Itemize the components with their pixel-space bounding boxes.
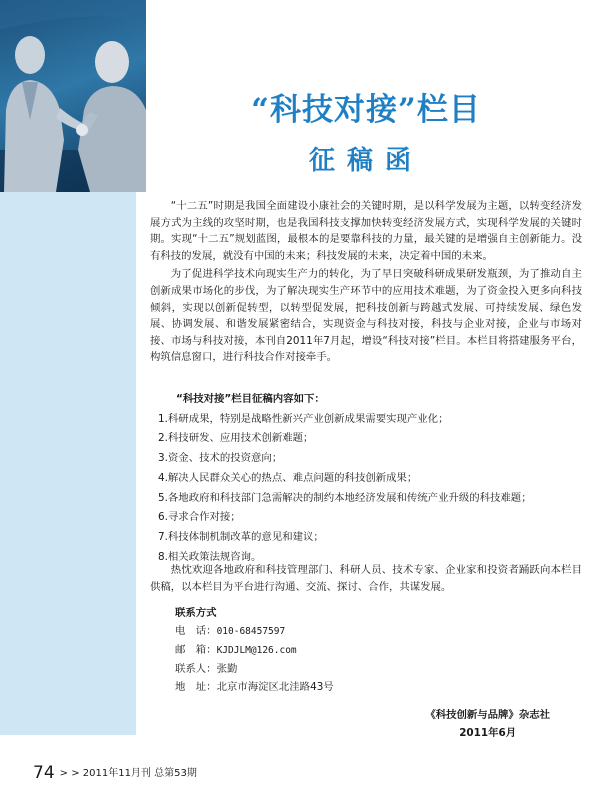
list-item: 1.科研成果，特别是战略性新兴产业创新成果需要实现产业化；	[158, 412, 449, 425]
handshake-illustration	[0, 0, 146, 192]
list-item: 7.科技体制机制改革的意见和建议；	[158, 530, 324, 543]
contact-address: 北京市海淀区北洼路43号	[216, 681, 334, 693]
contact-address-row	[175, 678, 334, 696]
contact-phone-row	[175, 622, 334, 641]
signature-date: 2011年6月	[459, 727, 517, 739]
email-label: 邮 箱：	[175, 644, 217, 656]
page-title: “科技对接”栏目	[251, 92, 481, 128]
phone-number: 010-68457597	[216, 626, 286, 637]
contact-person-row	[175, 660, 334, 678]
contact-heading: 联系方式	[175, 607, 217, 619]
contact-email-row	[175, 641, 334, 660]
phone-label: 电 话：	[175, 625, 217, 637]
signature-block	[425, 706, 550, 742]
list-item: 3.资金、技术的投资意向；	[158, 452, 283, 465]
signature-org: 《科技创新与品牌》杂志社	[425, 709, 550, 721]
list-item: 2.科技研发、应用技术创新难题；	[158, 432, 314, 445]
list-item: 5.各地政府和科技部门急需解决的制约本地经济发展和传统产业升级的科技难题；	[158, 491, 532, 504]
list-item: 4.解决人民群众关心的热点、难点问题的科技创新成果；	[158, 471, 418, 484]
page-footer	[33, 763, 197, 783]
submission-content-list	[158, 390, 582, 567]
contact-person: 张勤	[216, 663, 238, 675]
page-number: 74	[33, 763, 55, 783]
contact-block	[175, 604, 334, 696]
list-item: 6.寻求合作对接；	[158, 511, 241, 524]
intro-text	[150, 198, 582, 366]
welcome-paragraph: 热忱欢迎各地政府和科技管理部门、科研人员、技术专家、企业家和投资者踊跃向本栏目供稿，以本栏目为平台进行沟通、交流、探讨、合作，共谋发展。	[150, 564, 582, 593]
address-label: 地 址：	[175, 681, 217, 693]
intro-paragraph: 为了促进科学技术向现实生产力的转化，为了早日突破科研成果研发瓶颈，为了推动自主创新成果市场化的步伐，为了解决现实生产环节中的应用技术难题，为了资金投入更多向科技倾斜，实现以创新促转型，以转型促发展，把科技创新与跨越式发展、可持续发展、绿色发展、协调发展、和谐发展紧密结合，实现资金与科技对接，科技与企业对接，企业与市场对接、市场与科技对接，本刊自2011年7月起，增设“科技对接”栏目。本栏目将搭建服务平台，构筑信息窗口，进行科技合作对接牵手。	[150, 268, 582, 364]
person-label: 联系人：	[175, 663, 217, 675]
issue-info: > > 2011年11月刊 总第53期	[59, 768, 197, 779]
page-subtitle: 征稿函	[308, 146, 423, 176]
list-item: 8.相关政策法规咨询。	[158, 550, 262, 563]
email-address[interactable]: KJDJLM@126.com	[216, 645, 297, 656]
intro-paragraph: “十二五”时期是我国全面建设小康社会的关键时期，是以科学发展为主题，以转变经济发展方式为主线的攻坚时期，也是我国科技支撑加快转变经济发展方式，实现科学发展的关键时期。实现“十二五”规划蓝图，最根本的是要靠科技的力量，最关键的是增强自主创新能力。没有科技的发展，就没有中国的未来；科技发展的未来，决定着中国的未来。	[150, 200, 582, 262]
welcome-text	[150, 562, 582, 595]
list-heading: “科技对接”栏目征稿内容如下：	[176, 393, 325, 405]
